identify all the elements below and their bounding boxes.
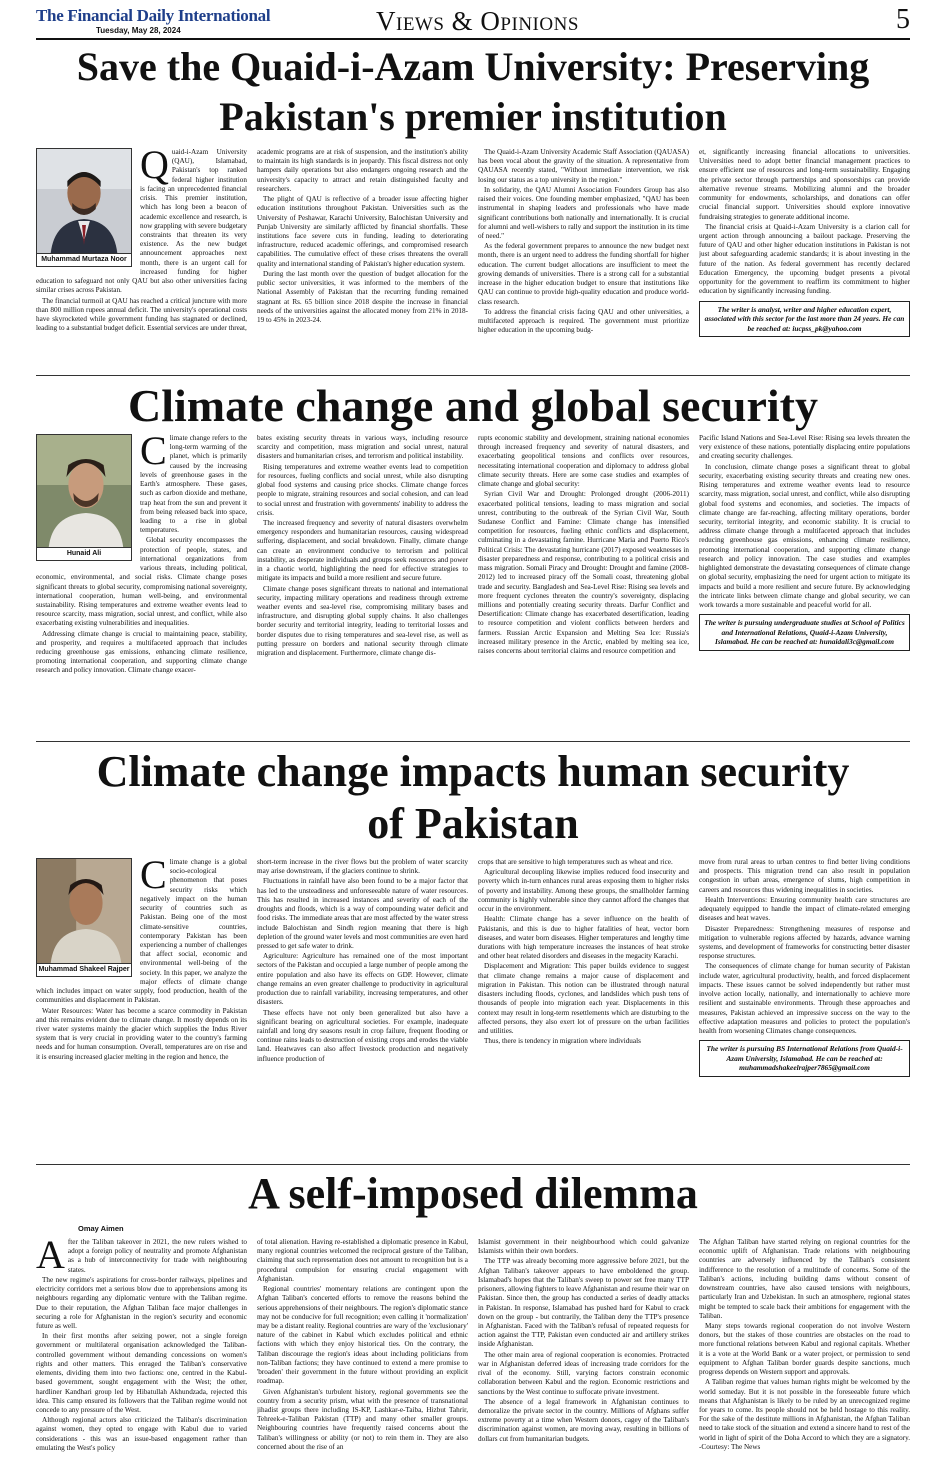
paragraph: limate change refers to the long-term warming of the planet, which is primarily caused by the increasing levels of greenhouse gases in the Earth's atmosphere. These gases, such as carbon dioxide and methane, trap heat from the sun and prevent it from being released back into space, leading to a rise in global temperatures. <box>140 434 247 535</box>
paragraph: Displacement and Migration: This paper builds evidence to suggest that climate change remains a major cause of displacement and migration in Pakistan. This notion can be illustrated through natural disasters including floods, cyclones, and landslides which push tens of thousands of people into migration each year. Displacements in this context may result in long-term resettlements which are disturbing to the affected persons, they also exert lot of pressure on the urban facilities and utilities. <box>478 962 689 1035</box>
paragraph: of total alienation. Having re-established a diplomatic presence in Kabul, many regional countries welcomed the reciprocal gesture of the Taliban, claiming that such representation does not amount to recognition but is a procedural compulsion for ensuring crucial engagement with Afghanistan. <box>257 1238 468 1283</box>
paragraph: Water Resources: Water has become a scarce commodity in Pakistan and this remains evident due to climate change. It mostly depends on its river water systems mainly the glacier which supplies the Indus River system that is very crucial in providing water to the country's farming needs and for human consumption. Overall, temperatures are on rise and it is ensuring increased glacier melting in the region and hence, the <box>36 1006 247 1061</box>
paragraph: To address the financial crisis facing QAU and other universities, a multifaceted approach is required. The government must prioritize higher education in the upcoming budg- <box>478 307 689 335</box>
headline-line-2: of Pakistan <box>367 799 579 848</box>
paragraph: These effects have not only been generalized but also have a significant bearing on agricultural societies. For example, inadequate rainfall and long dry seasons result in crop failure, frequent flooding or continue rains leads to destruction of existing crops and erodes the viable land. Heatwaves can also affect livestock production and negatively influence production of <box>257 1008 468 1063</box>
column-2 <box>257 1238 468 1470</box>
column-4 <box>699 858 910 1160</box>
column-2 <box>257 858 468 1160</box>
paragraph: The plight of QAU is reflective of a broader issue affecting higher education institutions throughout Pakistan. Universities such as the University of Peshawar, Karachi University, Balochistan University and Punjab University are similarly afflicted by financial shortfalls. These institutions face severe cuts in funding, leading to deteriorating infrastructure, reduced academic offerings, and compromised research capabilities. The cumulative effect of these crises threatens the overall quality and international standing of Pakistan's higher education system. <box>257 195 468 268</box>
paragraph: The TTP was already becoming more aggressive before 2021, but the Afghan Taliban's takeover appears to have emboldened the group. Islamabad's hopes that the Taliban's sweep to power set free many TTP prisoners, allowing fighters to leave Afghanistan and resume their war on Pakistan. Since then, the group has conducted a series of deadly attacks in Pakistan. In response, Islamabad has pushed hard for Kabul to crack down on the group - but contrarily, the Taliban deny the TTP's presence in Afghanistan. Faced with the Taliban's refusal of repeated requests for action against the TTP, Pakistan even conducted air and artillery strikes inside Afghanistan. <box>478 1257 689 1349</box>
article-divider <box>36 375 910 376</box>
author-photo <box>37 859 131 963</box>
paragraph: Climate change poses significant threats to national and international security, impacting military operations and readiness through extreme weather events and sea-level rise, compromising military bases and infrastructure, and disrupting global supply chains. It also challenges border security and territorial integrity, leading to territorial losses and border disputes due to rising temperatures and sea-level rise, as well as putting pressure on borders and national security through climate migration and displacement. Furthermore, climate change dis- <box>257 584 468 658</box>
author-photo <box>37 435 131 547</box>
paragraph: Islamist government in their neighbourhood which could galvanize Islamists within their own borders. <box>478 1238 689 1256</box>
paragraph: Many steps towards regional cooperation do not involve Western donors, but the stakes of those countries are obstacles on the road to more functional relations between Kabul and regional capitals. Whether it is a vote at the World Bank or a water project, or permission to send equipment to Afghan Taliban border guards despite sanctions, much progress depends on Western support and approvals. <box>699 1321 910 1377</box>
paragraph: et, significantly increasing financial allocations to universities. Universities need to adopt better financial management practices to ensure efficient use of resources and long-term sustainability. Engaging the private sector through partnerships and sponsorships can provide alternative revenue streams. Mobilizing alumni and the broader community for endowments, scholarships, and donations can offer crucial financial support. Universities should explore innovative fundraising strategies to generate additional income. <box>699 148 910 221</box>
paragraph: Disaster Preparedness: Strengthening measures of response and mitigation to vulnerable regions affected by hazards, advance warning systems, and development of frameworks for constructing better disaster response structures. <box>699 924 910 961</box>
article-divider <box>36 1164 910 1165</box>
paragraph: In solidarity, the QAU Alumni Association Founders Group has also raised their voices. One founding member emphasized, "QAU has been instrumental in shaping leaders and professionals who have made significant contributions both nationally and internationally. It is crucial for alumni and well-wishers to rally and support the institution in its time of need." <box>478 185 689 240</box>
paragraph: fter the Taliban takeover in 2021, the new rulers wished to adopt a foreign policy of neutrality and promote Afghanistan as a hub of interconnectivity for trade with neighbouring states. <box>67 1238 247 1274</box>
author-bio-box: The writer is pursuing BS International Relations from Quaid-i-Azam University, Islamabad. He can be reached at: muhammadshakeelrajper7865@gmail.com <box>699 1040 910 1077</box>
article-climate-security <box>36 380 910 432</box>
column-1 <box>36 1238 247 1470</box>
drop-cap: C <box>140 434 167 473</box>
drop-cap: A <box>36 1238 65 1277</box>
author-bio-box: The writer is analyst, writer and higher education expert, associated with this sector for the last more than 24 years. He can be reached at: iucpss_pk@yahoo.com <box>699 301 910 338</box>
column-1 <box>36 148 247 370</box>
paragraph: move from rural areas to urban centres to find better living conditions and prospects. This migration trend can also result in population congestion in urban areas, emergence of slums, high competition in careers and resources thus widening inequalities in societies. <box>699 858 910 894</box>
masthead <box>36 6 910 38</box>
paragraph: Agricultural decoupling likewise implies reduced food insecurity and poverty which in-turn enhances rural areas exposing them to higher risks of poverty and instability. Among these groups, the smallholder farming community is highly vulnerable since they cannot afford the changes that occur in the environment. <box>478 868 689 914</box>
paragraph: Regional countries' momentary relations are contingent upon the Afghan Taliban's concerted efforts to remove the reasons behind the serious apprehensions of their neighbours. The region's diplomatic stance may not be conducive for full recognition; even calling it 'normalization' may be a distant reality. Regional countries are wary of the 'exclusionary' nature of the cabinet in Kabul which excludes political and ethnic factions with which they enjoy historical ties. On the contrary, the Taliban discourage the region's ideas about including politicians from non-Taliban factions; they have continued to extend a mere promise to 'broaden' their government in the future without providing an explicit roadmap. <box>257 1285 468 1386</box>
paragraph: The absence of a legal framework in Afghanistan continues to demoralize the private sector in the country. Millions of Afghans suffer extreme poverty at a time when Western donors, cagey of the Taliban's discrimination against women, are moving away, resulting in billions of dollars cut from humanitarian budgets. <box>478 1397 689 1443</box>
drop-cap: Q <box>140 148 169 187</box>
column-3 <box>478 858 689 1160</box>
author-photo <box>37 149 131 253</box>
issue-date: Tuesday, May 28, 2024 <box>96 26 181 35</box>
article-climate-security-columns <box>36 434 910 736</box>
paragraph: Syrian Civil War and Drought: Prolonged drought (2006-2011) exacerbated political tensions, leading to mass migration and social unrest, contributing to the outbreak of the Syrian Civil War, South Sudanese Conflict and Famine: Climate change has intensified competition for resources, fueling ethnic conflicts and displacement, culminating in a devastating famine. Hurricane Maria and Puerto Rico's Political Crisis: The devastating hurricane (2017) exposed weaknesses in disaster preparedness and response, contributing to a political crisis and mass migration. Somali Piracy and Drought: Drought and famine (2008-2012) led to increased piracy off the Somali coast, threatening global trade and security. Bangladesh and Sea-Level Rise: Rising sea levels and more frequent cyclones threaten the country's sovereignty, displacing millions and potentially creating security threats. Darfur Conflict and Desertification: Climate change has exacerbated desertification, leading to resource competition and violent conflicts between herders and farmers. Russian Arctic Expansion and Melting Sea Ice: Russia's increased military presence in the Arctic, enabled by melting sea ice, raises concerns about territorial claims and resource competition and <box>478 490 689 656</box>
paragraph: In their first months after seizing power, not a single foreign government or multilateral organisation acknowledged the Taliban-controlled government without demanding concessions on women's rights and other matters. This enraged the Taliban's conservative elements, dividing them into two factions: one, centred in the Kabul-based government, sought engagement with the West; the other, hardliner Kandhari group led by Hibatullah Akhundzada, rejected this idea. This camp ensured its followers that the Taliban regime would not concede to any pressure of the West. <box>36 1332 247 1414</box>
paragraph: As the federal government prepares to announce the new budget next month, there is an urgent need to address the funding shortfall for higher education. The current budget allocations are insufficient to meet the growing demands of universities. There is a strong call for a substantial increase in the higher education budget to ensure that institutions like QAU can continue to provide high-quality education and produce world-class research. <box>478 242 689 306</box>
paragraph: Although regional actors also criticized the Taliban's discrimination against women, they opted to engage with Kabul due to varied considerations - this was an issue-based engagement rather than emulating the West's policy <box>36 1416 247 1452</box>
paragraph: Addressing climate change is crucial to maintaining peace, stability, and prosperity, and requires a multifaceted approach that includes reducing greenhouse gas emissions, enhancing climate resilience, promoting international cooperation, and supporting climate change research and policy innovation. Climate change exacer- <box>36 629 247 675</box>
headline <box>36 42 910 142</box>
paragraph: rupts economic stability and development, straining national economies through increased frequency and severity of natural disasters, and exacerbating geopolitical tensions and conflicts over resources, necessitating international cooperation and diplomacy to address global climate security threats. Here are some case studies and examples of climate change and global security: <box>478 434 689 489</box>
paragraph: The consequences of climate change for human security of Pakistan include water, agricultural productivity, health, and forced displacement impacts. These issues cannot be solved independently but rather must involve action locally, nationally, and internationally to achieve more resilient and sustainable environments. Through these approaches and measures, Pakistan achieved an impressive success on the way to the effective adaptation measures and policies to protect the population's health from worsening Climates change consequences. <box>699 962 910 1035</box>
paragraph: In conclusion, climate change poses a significant threat to global security, exacerbating existing security threats and creating new ones. Rising temperatures and extreme weather events lead to resource scarcity, mass migration, social unrest, and conflict, while also disrupting global food systems and economies, and societies. The impacts of climate change are far-reaching, affecting military operations, border security, territorial integrity, and economic stability. It is crucial to address climate change through a multifaceted approach that includes reducing greenhouse gas emissions, enhancing climate resilience, promoting international cooperation, and supporting climate change research and policy innovation. The case studies and examples highlighted demonstrate the devastating consequences of climate change on global security, emphasizing the need for urgent action to mitigate its impacts and build a more resilient and secure future. By acknowledging the intricate links between climate change and global security, we can work towards a more sustainable and peaceful world for all. <box>699 462 910 609</box>
column-3 <box>478 434 689 736</box>
author-photo-box <box>36 148 132 267</box>
paragraph: The new regime's aspirations for cross-border railways, pipelines and electricity corridors met a serious blow due to apprehensions among its neighbours regarding any diplomatic venture with the Taliban regime. Due to their reputation, the Afghan Taliban face major challenges in securing a role for Afghanistan in the region's security and economic future as well. <box>36 1275 247 1330</box>
article-climate-pakistan <box>36 746 910 850</box>
paragraph: Rising temperatures and extreme weather events lead to competition for resources, fueling conflicts and social unrest, while also disrupting global food systems and causing price shocks. Climate change forces people to migrate, straining resources and social cohesion, and can lead to social unrest and frustration with governments' inability to address the crisis. <box>257 462 468 517</box>
paragraph: Global security encompasses the protection of people, states, and international organizations from various threats, including political, economic, environmental, and social risks. Climate change poses significant threats to global security, compromising national sovereignty, international cooperation, human well-being, and environmental sustainability. Rising temperatures and extreme weather events lead to resource scarcity, mass migration, social unrest, and conflict, while also exacerbating existing vulnerabilities and inequalities. <box>36 536 247 628</box>
author-photo-box <box>36 858 132 977</box>
paragraph: Thus, there is tendency in migration where individuals <box>484 1037 641 1046</box>
headline <box>36 746 910 850</box>
paragraph: Health Interventions: Ensuring community health care structures are adequately equipped to handle the impact of climate-related emerging diseases and heat waves. <box>699 895 910 923</box>
paragraph: The financial turmoil at QAU has reached a critical juncture with more than 800 million rupees annual deficit. The university's operational costs have skyrocketed while government funding has stagnated or declined, leading to a substantial budget deficit. Essential services are under threat, <box>36 296 247 333</box>
paragraph: The Quaid-i-Azam University Academic Staff Association (QAUASA) has been vocal about the gravity of the situation. A representative from QAUASA recently stated, "Without immediate intervention, we risk losing our status as a top university in the region." <box>478 148 689 184</box>
page-number: 5 <box>896 4 910 35</box>
article-self-imposed-dilemma <box>36 1168 910 1220</box>
paragraph: During the last month over the question of budget allocation for the public sector universities, it was informed to the members of the National Assembly of Pakistan that the recurring funding remained stagnant at Rs. 65 billion since 2018 despite the increase in financial needs of the universities against the allocated money from 21% in 2018-19 to 45% in 2023-24. <box>257 269 468 324</box>
paragraph: short-term increase in the river flows but the problem of water scarcity may arise downstream, if the glaciers continue to shrink. <box>257 858 468 876</box>
paragraph: Given Afghanistan's turbulent history, regional governments see the country from a security prism, what with the presence of transnational jihadist groups there including IS-KP, Lashkar-e-Taiba, Hizbut Tahrir, Tehreek-e-Taliban Pakistan (TTP) and many other smaller groups. Neighbouring countries have frequently raised concerns about the Taliban's willingness or ability (or not) to rein them in. They are also concerned about the rise of an <box>257 1387 468 1451</box>
paragraph: The Afghan Taliban have started relying on regional countries for the economic uplift of Afghanistan. Trade relations with neighbouring countries are adversely influenced by the Taliban's consistent indifference to the resolution of a multitude of concerns. Some of the Taliban's actions, including building dams without consent of downstream countries, have also caused tensions with neighbours, particularly Iran and Uzbekistan. In such an atmosphere, regional states might be tempted to scale back their ambitions for engagement with the Taliban. <box>699 1238 910 1320</box>
column-4 <box>699 148 910 370</box>
author-caption: Muhammad Shakeel Rajper <box>37 963 131 976</box>
paragraph: Pacific Island Nations and Sea-Level Rise: Rising sea levels threaten the very existence of these nations, potentially displacing entire populations and creating security challenges. <box>699 434 910 461</box>
headline-line-2: Pakistan's premier institution <box>219 94 727 139</box>
column-2 <box>257 434 468 736</box>
byline: Omay Aimen <box>78 1224 124 1233</box>
drop-cap: C <box>140 858 167 897</box>
article-climate-pakistan-columns <box>36 858 910 1160</box>
author-bio-box: The writer is pursuing undergraduate studies at School of Politics and International Relations, Quaid-i-Azam University, Islamabad. He can be reached at: hunaidali3c@gmail.com <box>699 614 910 651</box>
paper-name: The Financial Daily International <box>36 6 271 25</box>
column-3 <box>478 148 689 370</box>
paragraph: limate change is a global socio-ecological phenomenon that poses security risks which negatively impact on the human security of countries such as Pakistan. Being one of the most climate-sensitive countries, contemporary Pakistan has been experiencing a number of challenges that affect social, economic and environmental well-being of the society. In this paper, we analyze the major effects of climate change which includes impact on water supply, food production, health of the communities and displacement in Pakistan. <box>36 858 247 1005</box>
paragraph: Health: Climate change has a sever influence on the health of Pakistanis, and this is due to higher fatalities of heat, vector born diseases, and water born diseases. Higher temperatures and lengthy time durations with high temperature increases the instances of heat stroke and other heat related disorders and diseases in the megacity Karachi. <box>478 915 689 961</box>
paragraph: The financial crisis at Quaid-i-Azam University is a clarion call for urgent action through announcing a bailout package. Preserving the future of QAU and other higher education institutions in Pakistan is not just about safeguarding academic standards; it is about investing in the future of the nation. As federal government has recently declared Education Emergency, the upcoming budget presents a pivotal opportunity for the government to reaffirm its commitment to higher education by significantly increasing funding. <box>699 222 910 296</box>
column-3 <box>478 1238 689 1470</box>
masthead-rule <box>36 38 910 40</box>
paragraph: Fluctuations in rainfall have also been found to be a major factor that has led to the unsteadiness and unforeseeable nature of water resources. This has resulted in increased instances and severity of each of the droughts and floods, which is a way of compounding water deficit and food risks. The immediate areas that are most affected by the water stress include Balochistan and Sindh region meaning that there is high depletion of the ground water levels and most communities are even hard pressed to get safe water to drink. <box>257 877 468 950</box>
paragraph: uaid-i-Azam University (QAU), Islamabad, Pakistan's top ranked federal higher institution is facing an unprecedented financial crisis. This premier institution, which has long been a beacon of academic excellence and research, is now grappling with severe budgetary constraints that threaten its very existence. As the new budget announcement approaches next month, there is an urgent call for increased funding for higher education to safeguard not only QAU but also other universities facing similar crises across Pakistan. <box>36 148 247 295</box>
article-self-imposed-dilemma-columns <box>36 1238 910 1470</box>
column-1 <box>36 858 247 1160</box>
paragraph: academic programs are at risk of suspension, and the institution's ability to maintain its high standards is in jeopardy. This fiscal distress not only hampers daily operations but also endangers ongoing research and the university's capacity to attract and retain distinguished faculty and researchers. <box>257 148 468 193</box>
paragraph: The increased frequency and severity of natural disasters overwhelm emergency responders and humanitarian resources, causing widespread suffering, displacement, and social breakdown. Finally, climate change can create an environment conducive to terrorism and political instability, as desperate individuals and groups seek resources and power in a chaotic world, highlighting the need for effective strategies to mitigate its impacts and build a more resilient and secure future. <box>257 518 468 583</box>
column-4 <box>699 434 910 736</box>
article-divider <box>36 741 910 742</box>
headline: Climate change and global security <box>128 380 818 431</box>
headline-line-1: Save the Quaid-i-Azam University: Preserving <box>76 44 870 89</box>
author-caption: Muhammad Murtaza Noor <box>37 253 131 266</box>
article-qau-columns <box>36 148 910 370</box>
column-1 <box>36 434 247 736</box>
article-qau <box>36 42 910 142</box>
paragraph: A Taliban regime that values human rights might be welcomed by the world someday. But it is not possible in the foreseeable future which means that Afghanistan is likely to be ruled by an unrecognized regime for years to come. Its people should not be held hostage to this reality. For the sake of the destitute millions in Afghanistan, the Afghan Taliban need to take stock of the situation and extend a sincere hand to rest of the world in light of spirit of the Doha Accord to which they are a signatory. -Courtesy: The News <box>699 1378 910 1451</box>
headline-line-1: Climate change impacts human security <box>96 747 850 796</box>
paragraph: The other main area of regional cooperation is economies. Protracted war in Afghanistan deferred ideas of increasing trade corridors for the rival of the economy. Still, varying factors constrain economic collaboration between Kabul and the region. Economic restrictions and sanctions by the West continue to suffocate private investment. <box>478 1350 689 1396</box>
section-title: Views & Opinions <box>376 6 579 36</box>
paragraph: Agriculture: Agriculture has remained one of the most important sectors of the Pakistan and occupied a large number of people among the entire population and also have its effects on GDP. However, climate change remains an even greater challenge to productivity in agricultural production due to rainfall variability, increasing temperatures, and other disasters. <box>257 952 468 1007</box>
paragraph: bates existing security threats in various ways, including resource scarcity and competition, mass migration and social unrest, natural disasters and humanitarian crises, and terrorism and political instability. <box>257 434 468 461</box>
column-2 <box>257 148 468 370</box>
column-4 <box>699 1238 910 1470</box>
author-caption: Hunaid Ali <box>37 547 131 560</box>
author-photo-box <box>36 434 132 561</box>
paragraph: crops that are sensitive to high temperatures such as wheat and rice. <box>478 858 673 866</box>
headline: A self-imposed dilemma <box>248 1169 698 1218</box>
